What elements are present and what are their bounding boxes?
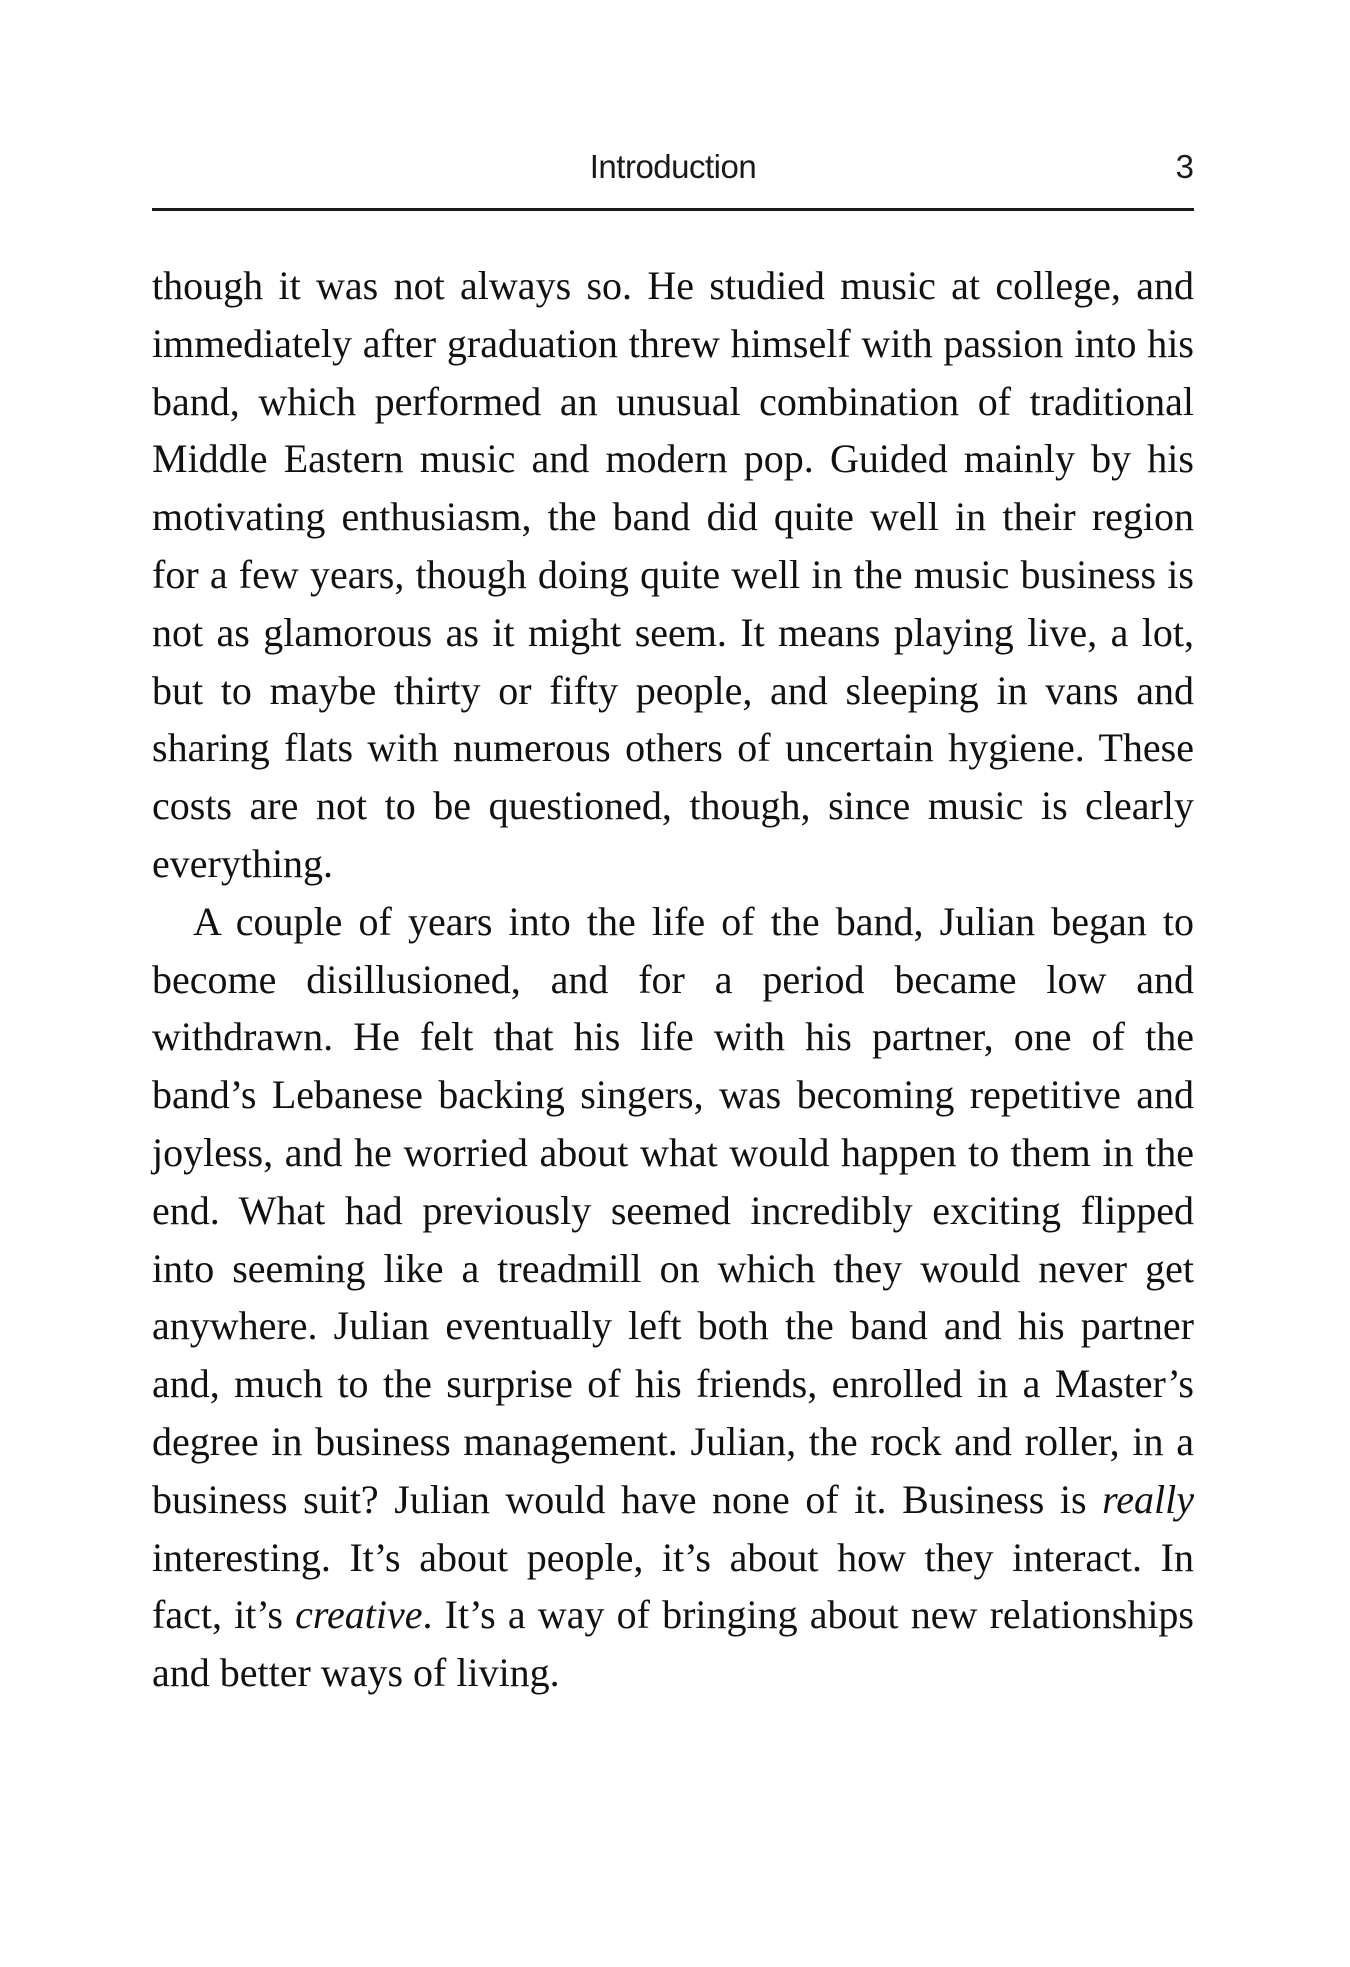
running-head <box>152 148 1194 192</box>
header-rule <box>152 208 1194 211</box>
emphasis-really: really <box>1102 1476 1194 1522</box>
paragraph-2-text: A couple of years into the life of the band, Julian began to become disillusioned, and for a period became low and withdrawn. He felt that his life with his partner, one of the band’s Lebanese backing singers, was becoming repetitive and joyless, and he worried about what would happen to them in the end. What had previously seemed incredibly exciting flipped into seeming like a treadmill on which they would never get anywhere. Julian eventually left both the band and his partner and, much to the surprise of his friends, enrolled in a Master’s degree in business management. Julian, the rock and roller, in a business suit? Julian would have none of it. Business is <box>152 898 1194 1522</box>
body-text <box>152 257 1194 1702</box>
chapter-title: Introduction <box>589 148 757 185</box>
paragraph-2 <box>152 893 1194 1702</box>
paragraph-2-text: interesting. It’s about people, it’s about how they interact. In fact, it’s <box>152 1534 1194 1638</box>
page-number: 3 <box>1175 148 1194 185</box>
emphasis-creative: creative <box>295 1592 423 1638</box>
paragraph-1: though it was not always so. He studied music at college, and immediately after graduation threw himself with passion into his band, which performed an unusual combination of traditional Middle Eastern music and modern pop. Guided mainly by his motivating enthusiasm, the band did quite well in their region for a few years, though doing quite well in the music business is not as glamorous as it might seem. It means playing live, a lot, but to maybe thirty or fifty people, and sleeping in vans and sharing flats with numerous others of uncertain hygiene. These costs are not to be questioned, though, since music is clearly everything. <box>152 263 1194 886</box>
paragraph-2-text: . It’s a way of bringing about new relationships and better ways of living. <box>152 1592 1194 1696</box>
